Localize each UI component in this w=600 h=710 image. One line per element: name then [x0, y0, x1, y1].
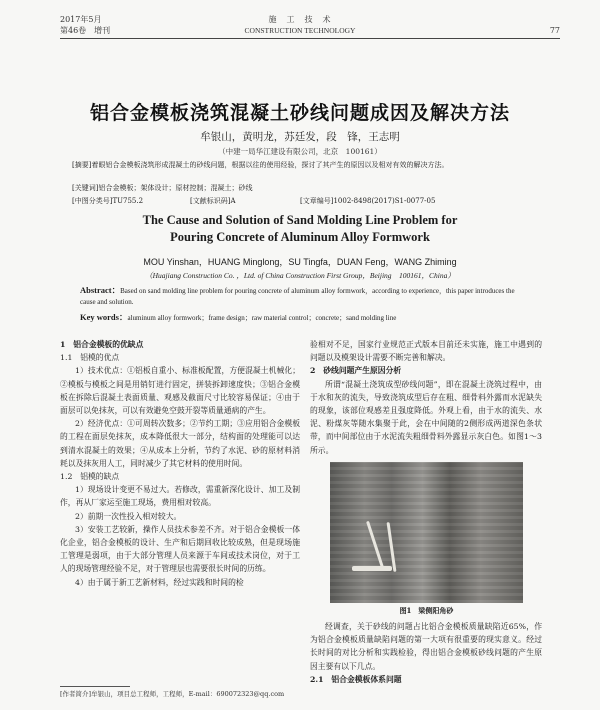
subsection-heading-1-2: 1.2 铝模的缺点: [60, 472, 120, 482]
figure-caption: 图1 梁侧阳角砂: [399, 606, 454, 615]
paragraph: 经调查，关于砂线的问题占比铝合金模板质量缺陷近65%，作为铝合金模板质量缺陷问题的第一大项有很重要的现实意义。经过长时间的对比分析和实践检验，得出铝合金模板砂线问题的产生原因主要有以下几点。: [310, 622, 542, 671]
paper-title-en: [0, 212, 600, 246]
affiliation-en: （Huajiang Construction Co. ，Ltd. of China Construction First Group，Beijing 100161，China）: [145, 271, 455, 280]
paragraph: 1）技术优点：①铝板自重小、标准板配置，方便混凝土机械化；②模板与模板之间是用销钉进行固定，拼装拆卸速度快；③铝合金模板在拆除后混凝土表面质量、观感及截面尺寸比较容易保证；④由于面层可以免抹灰，可以有效避免空鼓开裂等质量通病的产生。: [60, 366, 300, 416]
header-journal-cn: 施 工 技 术: [268, 15, 332, 24]
paragraph: 2）经济优点：①可周转次数多；②节约工期；③应用铝合金模板的工程在面层免抹灰，成本降低很大一部分，结构面的处理能可以达到清水混凝土的效果；④从成本上分析，节约了水泥、砂的原材料消耗以及抹灰用人工，同时减少了其它材料的使用时间。: [60, 419, 300, 468]
footnote-rule: [60, 686, 130, 687]
abstract-en-label: Abstract：: [80, 285, 121, 295]
header-volume: 第46卷 增刊: [60, 26, 111, 35]
header-rule: [60, 38, 560, 39]
section-heading-2: 2 砂线问题产生原因分析: [310, 366, 402, 376]
article-number: [文章编号]1002-8498(2017)S1-0077-05: [300, 197, 436, 205]
paragraph: 验相对不足，国家行业规范正式版本目前还未实施，施工中遇到的问题以及模架设计需要不断完善和解决。: [310, 340, 542, 363]
class-number: [中图分类号]TU755.2: [72, 197, 144, 205]
paragraph: 2）前期一次性投入相对较大。: [75, 511, 182, 521]
right-column: [310, 338, 542, 457]
authors-en: MOU Yinshan，HUANG Minglong，SU Tingfa，DUAN Feng，WANG Zhiming: [143, 257, 457, 267]
photo-detail: [387, 522, 397, 572]
header-journal-en: CONSTRUCTION TECHNOLOGY: [244, 26, 356, 35]
abstract-cn: [摘要]着眼铝合金模板浇筑形成混凝土的砂线问题，根据以往的使用经验，探讨了其产生的原因以及相对有效的解决方法。: [72, 161, 449, 169]
affiliation-cn: （中建一局华江建设有限公司，北京 100161）: [218, 147, 382, 156]
figure-photo: [330, 462, 523, 603]
header-date: 2017年5月: [60, 15, 102, 24]
section-heading-1: 1 铝合金模板的优缺点: [60, 340, 144, 349]
keywords-en: [80, 311, 530, 323]
right-column-lower: [310, 620, 542, 686]
page-number: 77: [549, 26, 560, 35]
subsection-heading-1-1: 1.1 铝模的优点: [60, 353, 120, 363]
keywords-cn: [关键词]铝合金模板；架体设计；原材控制；混凝土；砂线: [72, 184, 253, 192]
left-column: [60, 338, 300, 589]
document-code: [文献标识码]A: [190, 197, 236, 205]
paper-title-en-line1: The Cause and Solution of Sand Molding Line Problem for: [142, 213, 458, 227]
paper-title-en-line2: Pouring Concrete of Aluminum Alloy Formwork: [170, 230, 430, 244]
abstract-en: [80, 285, 530, 307]
paragraph: 3）安装工艺较新，操作人员技术参差不齐。对于铝合金模板一体化企业，铝合金模板的设计、生产和后期回收比较成熟，但是现场施工管理是弱项，由于大部分管理人员来源于车间或技术岗位，对于工人的现场管理经验不足，对于管理层也需要很长时间的历练。: [60, 524, 300, 574]
abstract-en-text: Based on sand molding line problem for pouring concrete of aluminum alloy formwork，according to experience，this paper introduces the cause and solution.: [80, 287, 515, 306]
paragraph: 1）现场设计变更不易过大。若修改，需重新深化设计、加工及制作，再从厂家运至施工现场，费用相对较高。: [60, 485, 300, 508]
photo-detail: [352, 566, 392, 571]
paragraph: 所谓“混凝土浇筑成型砂线问题”，即在混凝土浇筑过程中，由于水和灰的流失，导致浇筑成型后存在粗、细骨料外露而水泥缺失的现象，该部位观感差且强度降低。外观上看，由于水的流失、水泥、粉煤灰等随水集聚于此，会在中间随的2侧形成两道深色条状带，而中间部位由于水泥流失粗细骨料外露显示灰白色。如图1～3所示。: [310, 379, 542, 455]
subsection-heading-2-1: 2.1 铝合金模板体系问题: [310, 674, 402, 684]
photo-detail: [366, 521, 385, 571]
footnote: [作者简介]牟银山，项目总工程师，工程师，E-mail：690072323@qq.com: [60, 690, 285, 698]
authors-cn: 牟银山，黄明龙，苏廷发，段 锋，王志明: [200, 131, 400, 143]
paper-title-cn: 铝合金模板浇筑混凝土砂线问题成因及解决方法: [89, 102, 510, 124]
paragraph: 4）由于属于新工艺新材料，经过实践和时间的检: [75, 577, 244, 587]
keywords-en-text: aluminum alloy formwork；frame design；raw material control；concrete；sand molding line: [127, 314, 397, 322]
keywords-en-label: Key words：: [80, 312, 128, 322]
